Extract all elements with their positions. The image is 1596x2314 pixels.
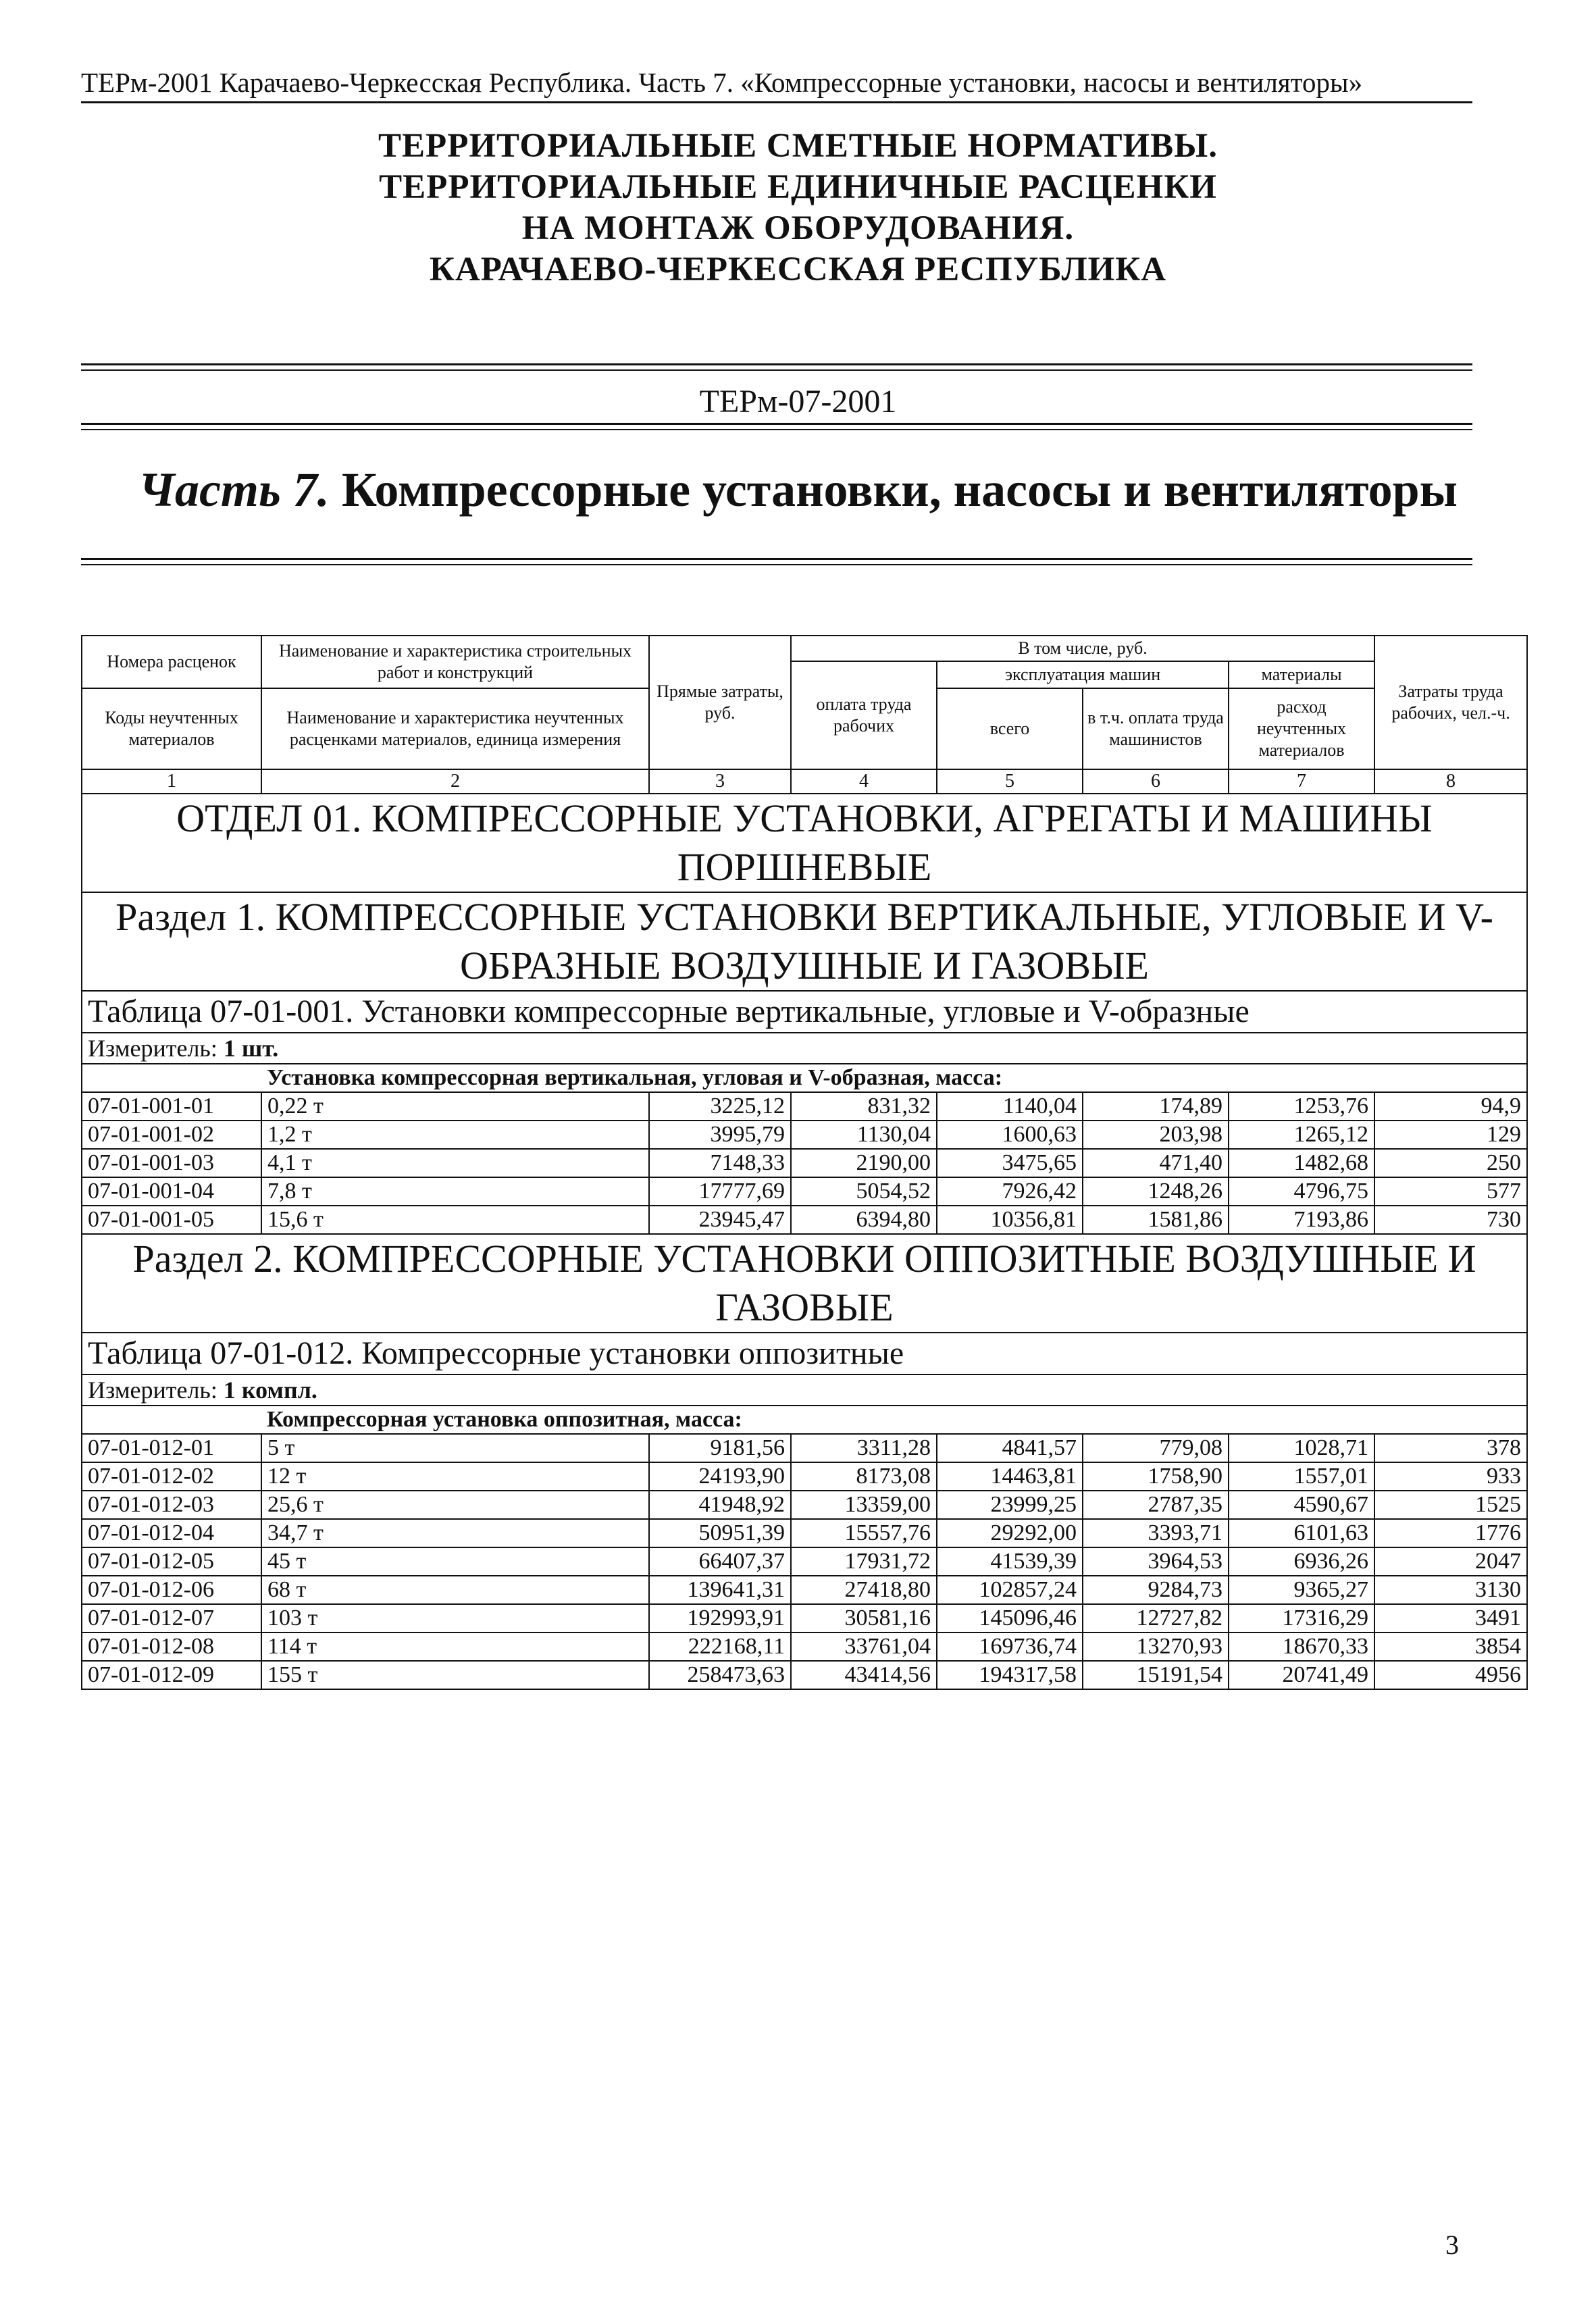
cell-direct-costs: 50951,39 [649,1519,791,1547]
header-material-codes: Коды неучтенных материалов [82,688,261,769]
column-number: 5 [937,769,1083,794]
cell-labor-costs: 577 [1374,1177,1527,1206]
section-title: Раздел 2. КОМПРЕССОРНЫЕ УСТАНОВКИ ОППОЗИТНЫЕ ВОЗДУШНЫЕ И ГАЗОВЫЕ [82,1234,1527,1333]
cell-rate-code: 07-01-012-05 [82,1547,261,1576]
section-row [82,1234,1527,1333]
cell-direct-costs: 7148,33 [649,1149,791,1177]
cell-machinist-pay: 15191,54 [1083,1661,1229,1689]
department-title: ОТДЕЛ 01. КОМПРЕССОРНЫЕ УСТАНОВКИ, АГРЕГАТЫ И МАШИНЫ ПОРШНЕВЫЕ [82,794,1527,892]
cell-rate-name: 45 т [261,1547,649,1576]
cell-machinist-pay: 1248,26 [1083,1177,1229,1206]
group-row [82,1406,1527,1434]
rates-table [81,635,1528,1690]
header-rate-numbers: Номера расценок [82,636,261,688]
column-numbers-row [82,769,1527,794]
page-number: 3 [1445,2230,1459,2260]
cell-rate-name: 7,8 т [261,1177,649,1206]
table-title-row [82,991,1527,1033]
main-title-line: НА МОНТАЖ ОБОРУДОВАНИЯ. [521,209,1075,247]
part-label: Часть 7. [138,463,330,517]
cell-rate-name: 12 т [261,1462,649,1491]
table-row [82,1661,1527,1689]
cell-labor-costs: 730 [1374,1206,1527,1234]
table-body [82,794,1527,1689]
cell-machines-total: 41539,39 [937,1547,1083,1576]
cell-rate-name: 15,6 т [261,1206,649,1234]
cell-labor-costs: 129 [1374,1121,1527,1149]
table-row [82,1547,1527,1576]
cell-material-use: 6101,63 [1229,1519,1374,1547]
cell-machines-total: 1600,63 [937,1121,1083,1149]
cell-rate-code: 07-01-001-02 [82,1121,261,1149]
cell-labor-costs: 3854 [1374,1632,1527,1661]
cell-rate-code: 07-01-012-09 [82,1661,261,1689]
header-machinist-pay: в т.ч. оплата труда машинистов [1083,688,1229,769]
column-number: 2 [261,769,649,794]
cell-material-use: 7193,86 [1229,1206,1374,1234]
table-row [82,1604,1527,1632]
cell-machines-total: 1140,04 [937,1092,1083,1121]
cell-rate-code: 07-01-001-03 [82,1149,261,1177]
department-row [82,794,1527,892]
table-row [82,1462,1527,1491]
header-machines-total: всего [937,688,1083,769]
main-title-line: ТЕРРИТОРИАЛЬНЫЕ СМЕТНЫЕ НОРМАТИВЫ. [378,127,1218,165]
table-row [82,1149,1527,1177]
cell-labor-costs: 3130 [1374,1576,1527,1604]
header-direct-costs: Прямые затраты, руб. [649,636,791,769]
table-row [82,1206,1527,1234]
cell-rate-code: 07-01-012-06 [82,1576,261,1604]
section-title: Раздел 1. КОМПРЕССОРНЫЕ УСТАНОВКИ ВЕРТИКАЛЬНЫЕ, УГЛОВЫЕ И V-ОБРАЗНЫЕ ВОЗДУШНЫЕ И ГАЗОВЫЕ [82,892,1527,991]
cell-rate-name: 155 т [261,1661,649,1689]
group-row [82,1064,1527,1092]
cell-worker-pay: 30581,16 [791,1604,937,1632]
cell-labor-costs: 933 [1374,1462,1527,1491]
column-number: 4 [791,769,937,794]
cell-rate-name: 25,6 т [261,1491,649,1519]
table-row [82,1519,1527,1547]
cell-rate-code: 07-01-001-04 [82,1177,261,1206]
cell-machinist-pay: 2787,35 [1083,1491,1229,1519]
cell-material-use: 1557,01 [1229,1462,1374,1491]
table-title: Таблица 07-01-001. Установки компрессорные вертикальные, угловые и V-образные [82,991,1527,1033]
cell-direct-costs: 3225,12 [649,1092,791,1121]
cell-machinist-pay: 3964,53 [1083,1547,1229,1576]
section-row [82,892,1527,991]
cell-worker-pay: 33761,04 [791,1632,937,1661]
part-rule [81,558,1472,565]
header-material-name: Наименование и характеристика неучтенных расценками материалов, единица измерения [261,688,649,769]
cell-labor-costs: 250 [1374,1149,1527,1177]
cell-labor-costs: 1525 [1374,1491,1527,1519]
table-row [82,1121,1527,1149]
cell-worker-pay: 17931,72 [791,1547,937,1576]
cell-rate-code: 07-01-012-01 [82,1434,261,1462]
table-title-row [82,1333,1527,1374]
header-material-use: расход неучтенных материалов [1229,688,1374,769]
cell-rate-name: 34,7 т [261,1519,649,1547]
measure-row [82,1033,1527,1064]
measure-value: 1 шт. [223,1035,279,1062]
cell-labor-costs: 2047 [1374,1547,1527,1576]
main-title [0,126,1596,290]
cell-material-use: 1253,76 [1229,1092,1374,1121]
cell-rate-name: 68 т [261,1576,649,1604]
cell-machinist-pay: 3393,71 [1083,1519,1229,1547]
cell-machines-total: 23999,25 [937,1491,1083,1519]
cell-machinist-pay: 471,40 [1083,1149,1229,1177]
cell-material-use: 9365,27 [1229,1576,1374,1604]
group-title: Установка компрессорная вертикальная, угловая и V-образная, масса: [261,1064,1527,1092]
cell-machines-total: 3475,65 [937,1149,1083,1177]
cell-rate-code: 07-01-012-02 [82,1462,261,1491]
title-rule-top [81,363,1472,371]
column-number: 3 [649,769,791,794]
cell-direct-costs: 23945,47 [649,1206,791,1234]
cell-rate-name: 1,2 т [261,1121,649,1149]
cell-labor-costs: 4956 [1374,1661,1527,1689]
cell-machines-total: 4841,57 [937,1434,1083,1462]
cell-rate-name: 5 т [261,1434,649,1462]
header-rule [81,101,1472,103]
cell-rate-code: 07-01-001-01 [82,1092,261,1121]
cell-material-use: 1482,68 [1229,1149,1374,1177]
column-number: 6 [1083,769,1229,794]
cell-rate-code: 07-01-012-03 [82,1491,261,1519]
cell-material-use: 6936,26 [1229,1547,1374,1576]
measure-label: Измеритель: [88,1377,217,1404]
header-work-name: Наименование и характеристика строительных работ и конструкций [261,636,649,688]
table-row [82,1576,1527,1604]
table-title: Таблица 07-01-012. Компрессорные установки оппозитные [82,1333,1527,1374]
cell-worker-pay: 8173,08 [791,1462,937,1491]
cell-worker-pay: 43414,56 [791,1661,937,1689]
cell-machines-total: 7926,42 [937,1177,1083,1206]
cell-worker-pay: 13359,00 [791,1491,937,1519]
cell-rate-code: 07-01-001-05 [82,1206,261,1234]
main-title-line: КАРАЧАЕВО-ЧЕРКЕССКАЯ РЕСПУБЛИКА [429,251,1167,288]
cell-direct-costs: 222168,11 [649,1632,791,1661]
cell-direct-costs: 66407,37 [649,1547,791,1576]
main-title-line: ТЕРРИТОРИАЛЬНЫЕ ЕДИНИЧНЫЕ РАСЦЕНКИ [379,168,1217,206]
cell-rate-name: 0,22 т [261,1092,649,1121]
cell-machinist-pay: 13270,93 [1083,1632,1229,1661]
cell-material-use: 17316,29 [1229,1604,1374,1632]
cell-machines-total: 169736,74 [937,1632,1083,1661]
cell-machines-total: 145096,46 [937,1604,1083,1632]
cell-rate-code: 07-01-012-07 [82,1604,261,1632]
measure-label: Измеритель: [88,1035,217,1062]
header-machines: эксплуатация машин [937,661,1229,688]
cell-machinist-pay: 779,08 [1083,1434,1229,1462]
cell-labor-costs: 1776 [1374,1519,1527,1547]
cell-machinist-pay: 174,89 [1083,1092,1229,1121]
cell-direct-costs: 41948,92 [649,1491,791,1519]
group-title: Компрессорная установка оппозитная, масса: [261,1406,1527,1434]
cell-direct-costs: 258473,63 [649,1661,791,1689]
part-title [0,459,1596,520]
cell-material-use: 4796,75 [1229,1177,1374,1206]
measure-row [82,1374,1527,1406]
measure-value: 1 компл. [223,1377,317,1404]
cell-machinist-pay: 9284,73 [1083,1576,1229,1604]
column-number: 7 [1229,769,1374,794]
cell-machinist-pay: 203,98 [1083,1121,1229,1149]
cell-machines-total: 14463,81 [937,1462,1083,1491]
table-row [82,1177,1527,1206]
cell-rate-name: 114 т [261,1632,649,1661]
cell-direct-costs: 192993,91 [649,1604,791,1632]
cell-direct-costs: 139641,31 [649,1576,791,1604]
table-row [82,1434,1527,1462]
cell-machinist-pay: 1581,86 [1083,1206,1229,1234]
cell-material-use: 1028,71 [1229,1434,1374,1462]
cell-labor-costs: 378 [1374,1434,1527,1462]
part-name: Компрессорные установки, насосы и вентиляторы [341,463,1458,517]
cell-rate-name: 103 т [261,1604,649,1632]
cell-worker-pay: 3311,28 [791,1434,937,1462]
cell-material-use: 20741,49 [1229,1661,1374,1689]
cell-direct-costs: 9181,56 [649,1434,791,1462]
header-worker-pay: оплата труда рабочих [791,661,937,769]
header-labor-costs: Затраты труда рабочих, чел.-ч. [1374,636,1527,769]
running-header: ТЕРм-2001 Карачаево-Черкесская Республика. Часть 7. «Компрессорные установки, насосы и вентиляторы» [81,67,1363,98]
cell-direct-costs: 3995,79 [649,1121,791,1149]
cell-rate-code: 07-01-012-04 [82,1519,261,1547]
cell-rate-name: 4,1 т [261,1149,649,1177]
cell-rate-code: 07-01-012-08 [82,1632,261,1661]
table-row [82,1092,1527,1121]
code-title: ТЕРм-07-2001 [699,384,897,419]
column-number: 8 [1374,769,1527,794]
table-row [82,1491,1527,1519]
cell-machinist-pay: 1758,90 [1083,1462,1229,1491]
cell-worker-pay: 1130,04 [791,1121,937,1149]
header-materials: материалы [1229,661,1374,688]
measure-unit [82,1033,1527,1064]
cell-worker-pay: 831,32 [791,1092,937,1121]
column-number: 1 [82,769,261,794]
cell-direct-costs: 17777,69 [649,1177,791,1206]
cell-material-use: 18670,33 [1229,1632,1374,1661]
cell-worker-pay: 15557,76 [791,1519,937,1547]
cell-labor-costs: 94,9 [1374,1092,1527,1121]
measure-unit [82,1374,1527,1406]
cell-worker-pay: 6394,80 [791,1206,937,1234]
cell-material-use: 1265,12 [1229,1121,1374,1149]
cell-machines-total: 29292,00 [937,1519,1083,1547]
title-rule-bottom [81,423,1472,430]
table-header [82,636,1527,794]
header-in-that: В том числе, руб. [791,636,1374,661]
table-row [82,1632,1527,1661]
cell-worker-pay: 5054,52 [791,1177,937,1206]
cell-worker-pay: 2190,00 [791,1149,937,1177]
cell-labor-costs: 3491 [1374,1604,1527,1632]
cell-machines-total: 102857,24 [937,1576,1083,1604]
cell-machines-total: 194317,58 [937,1661,1083,1689]
cell-material-use: 4590,67 [1229,1491,1374,1519]
cell-worker-pay: 27418,80 [791,1576,937,1604]
cell-machines-total: 10356,81 [937,1206,1083,1234]
cell-direct-costs: 24193,90 [649,1462,791,1491]
cell-machinist-pay: 12727,82 [1083,1604,1229,1632]
